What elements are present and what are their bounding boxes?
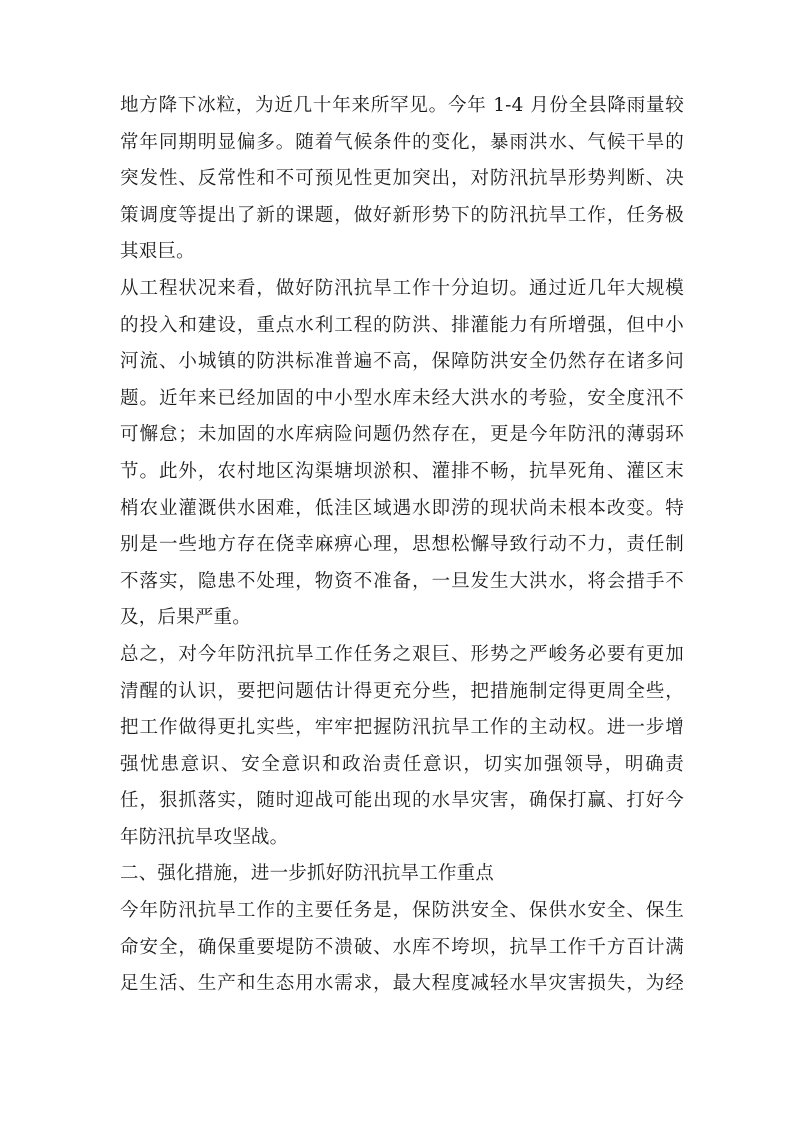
text-line: 的投入和建设，重点水利工程的防洪、排灌能力有所增强，但中小 <box>120 314 684 336</box>
text-line: 今年防汛抗旱工作的主要任务是，保防洪安全、保供水安全、保生 <box>120 900 684 922</box>
text-line: 策调度等提出了新的课题，做好新形势下的防汛抗旱工作，任务极 <box>120 204 684 226</box>
text-line: 节。此外，农村地区沟渠塘坝淤积、灌排不畅，抗旱死角、灌区末 <box>120 460 684 482</box>
paragraph-weather-situation <box>120 88 684 271</box>
text-line: 强忧患意识、安全意识和政治责任意识，切实加强领导，明确责 <box>120 753 684 775</box>
text-line: 河流、小城镇的防洪标准普遍不高，保障防洪安全仍然存在诸多问 <box>120 351 684 373</box>
paragraph-summary <box>120 637 684 857</box>
text-line: 清醒的认识，要把问题估计得更充分些，把措施制定得更周全些， <box>120 680 684 702</box>
text-line: 命安全，确保重要堤防不溃破、水库不垮坝，抗旱工作千方百计满 <box>120 936 684 958</box>
paragraph-main-tasks <box>120 893 684 1003</box>
section-heading-2 <box>120 856 684 893</box>
text-line: 题。近年来已经加固的中小型水库未经大洪水的考验，安全度汛不 <box>120 387 684 409</box>
text-line: 常年同期明显偏多。随着气候条件的变化，暴雨洪水、气候干旱的 <box>120 131 684 153</box>
text-line: 不落实，隐患不处理，物资不准备，一旦发生大洪水，将会措手不 <box>120 570 684 592</box>
text-line: 从工程状况来看，做好防汛抗旱工作十分迫切。通过近几年大规模 <box>120 277 684 299</box>
text-line: 地方降下冰粒，为近几十年来所罕见。今年 1-4 月份全县降雨量较 <box>120 95 684 116</box>
text-line: 足生活、生产和生态用水需求，最大程度减轻水旱灾害损失，为经 <box>120 973 684 995</box>
text-line: 突发性、反常性和不可预见性更加突出，对防汛抗旱形势判断、决 <box>120 168 684 190</box>
text-line: 总之，对今年防汛抗旱工作任务之艰巨、形势之严峻务必要有更加 <box>120 643 684 665</box>
text-line: 任，狠抓落实，随时迎战可能出现的水旱灾害，确保打赢、打好今 <box>120 790 684 812</box>
text-line: 梢农业灌溉供水困难，低洼区域遇水即涝的现状尚未根本改变。特 <box>120 497 684 519</box>
text-line: 把工作做得更扎实些，牢牢把握防汛抗旱工作的主动权。进一步增 <box>120 717 684 739</box>
section-heading-text: 二、强化措施，进一步抓好防汛抗旱工作重点 <box>120 863 495 885</box>
document-body <box>120 88 684 1003</box>
text-line: 别是一些地方存在侥幸麻痹心理，思想松懈导致行动不力，责任制 <box>120 534 684 556</box>
paragraph-engineering-status <box>120 271 684 637</box>
text-line: 及，后果严重。 <box>120 607 251 629</box>
text-line: 年防汛抗旱攻坚战。 <box>120 826 289 848</box>
text-line: 可懈怠；未加固的水库病险问题仍然存在，更是今年防汛的薄弱环 <box>120 424 684 446</box>
text-line: 其艰巨。 <box>120 241 195 263</box>
